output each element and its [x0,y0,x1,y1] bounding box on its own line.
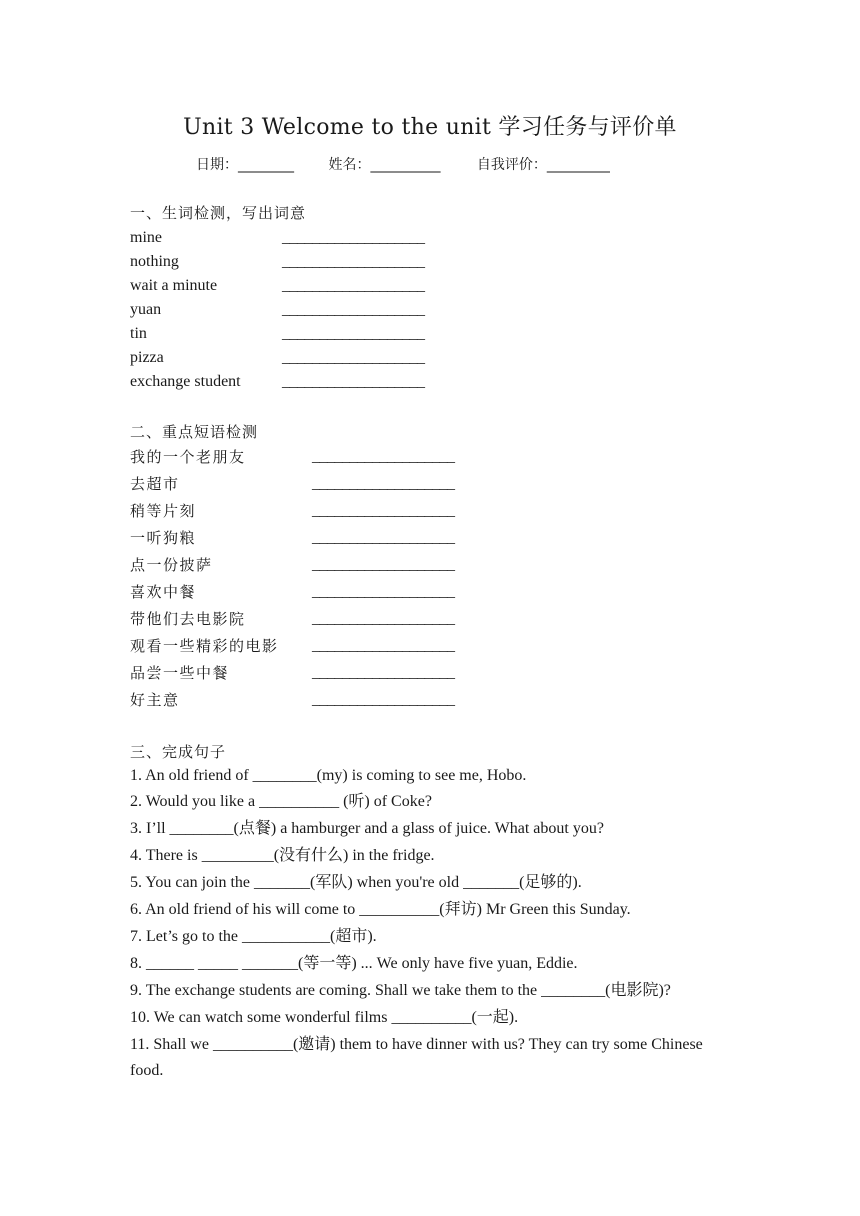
phrase-answer-blank: ___________________ [312,691,455,708]
vocab-answer-blank: ___________________ [282,229,425,246]
sentence-item: 7. Let’s go to the ___________(超市). [130,928,377,945]
phrase-answer-blank: ___________________ [312,637,455,654]
phrase-answer-blank: ___________________ [312,583,455,600]
date-field: 日期：________ [196,157,294,173]
phrase-term: 点一份披萨 [130,556,213,574]
phrase-answer-blank: ___________________ [312,448,455,465]
sentence-item: 1. An old friend of ________(my) is coming to see me, Hobo. [130,767,527,784]
vocab-term: pizza [130,349,164,366]
vocab-answer-blank: ___________________ [282,325,425,342]
sentence-item: 2. Would you like a __________ (听) of Coke? [130,793,432,810]
section2-heading: 二、重点短语检测 [130,423,259,441]
sentence-item: 10. We can watch some wonderful films __________(一起). [130,1009,519,1026]
phrase-term: 我的一个老朋友 [130,448,246,466]
phrase-term: 好主意 [130,691,180,709]
vocab-answer-blank: ___________________ [282,301,425,318]
sentence-item: 6. An old friend of his will come to __________(拜访) Mr Green this Sunday. [130,901,631,918]
vocab-term: mine [130,229,162,246]
section3-heading: 三、完成句子 [130,743,227,761]
vocab-term: nothing [130,253,179,270]
self-evaluation-field: 自我评价：_________ [476,157,610,173]
sentence-item: 5. You can join the _______(军队) when you're old _______(足够的). [130,874,582,891]
phrase-term: 一听狗粮 [130,529,197,547]
phrase-term: 带他们去电影院 [130,610,246,628]
section1-heading: 一、生词检测，写出词意 [130,204,307,222]
vocab-term: yuan [130,301,162,318]
sentence-item: 3. I’ll ________(点餐) a hamburger and a glass of juice. What about you? [130,820,604,837]
sentence-item: 8. ______ _____ _______(等一等) ... We only have five yuan, Eddie. [130,955,578,972]
vocab-answer-blank: ___________________ [282,349,425,366]
phrase-answer-blank: ___________________ [312,556,455,573]
student-info-line [196,154,610,174]
phrase-answer-blank: ___________________ [312,529,455,546]
vocab-term: tin [130,325,147,342]
vocab-answer-blank: ___________________ [282,373,425,390]
sentence-item: 11. Shall we __________(邀请) them to have dinner with us? They can try some Chinese food. [130,1036,703,1079]
phrase-term: 稍等片刻 [130,502,197,520]
phrase-answer-blank: ___________________ [312,502,455,519]
phrase-answer-blank: ___________________ [312,664,455,681]
page-title: Unit 3 Welcome to the unit 学习任务与评价单 [183,115,677,140]
phrase-term: 去超市 [130,475,180,493]
vocab-answer-blank: ___________________ [282,253,425,270]
phrase-term: 喜欢中餐 [130,583,197,601]
phrase-answer-blank: ___________________ [312,610,455,627]
vocab-term: wait a minute [130,277,218,294]
sentence-item: 9. The exchange students are coming. Shall we take them to the ________(电影院)? [130,982,671,999]
phrase-term: 品尝一些中餐 [130,664,230,682]
name-field: 姓名：__________ [328,157,441,173]
phrase-answer-blank: ___________________ [312,475,455,492]
phrase-term: 观看一些精彩的电影 [130,637,279,655]
vocab-term: exchange student [130,373,241,390]
vocab-answer-blank: ___________________ [282,277,425,294]
sentence-item: 4. There is _________(没有什么) in the fridge. [130,847,435,864]
